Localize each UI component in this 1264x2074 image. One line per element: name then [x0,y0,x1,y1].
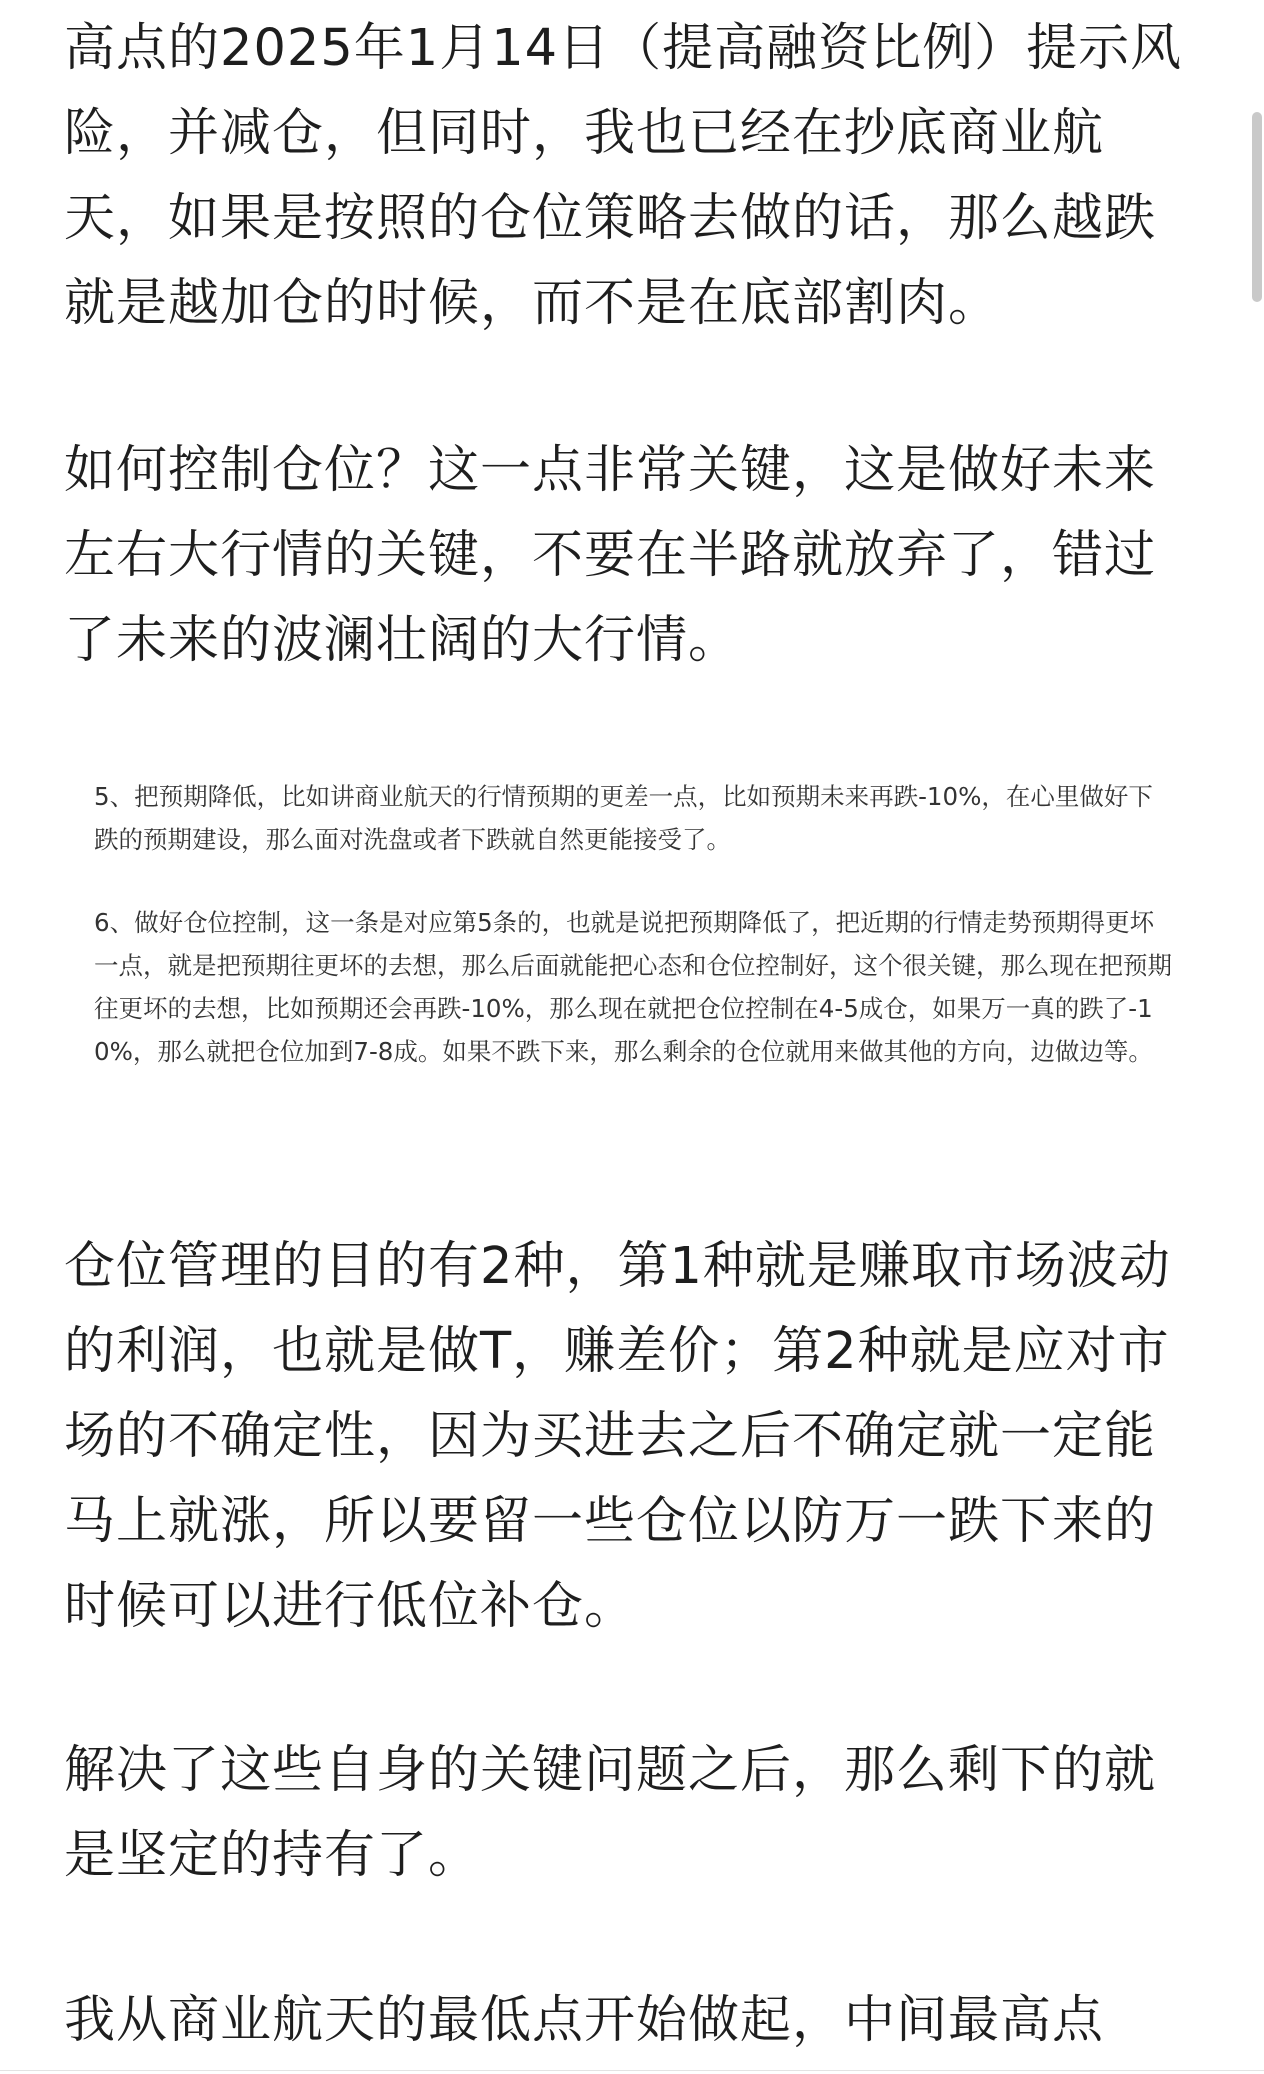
page-scrollbar[interactable] [1250,0,1264,2074]
article-paragraph-1: 高点的2025年1月14日（提高融资比例）提示风险，并减仓，但同时，我也已经在抄底商业航天，如果是按照的仓位策略去做的话，那么越跌就是越加仓的时候，而不是在底部割肉。 [64,19,1183,333]
article-paragraph-4: 解决了这些自身的关键问题之后，那么剩下的就是坚定的持有了。 [64,1741,1157,1885]
quote-item-6: 6、做好仓位控制，这一条是对应第5条的，也就是说把预期降低了，把近期的行情走势预期得更坏一点，就是把预期往更坏的去想，那么后面就能把心态和仓位控制好，这个很关键，那么现在把预期往更坏的去想，比如预期还会再跌-10%，那么现在就把仓位控制在4-5成仓，如果万一真的跌了-10%，那么就把仓位加到7-8成。如果不跌下来，那么剩余的仓位就用来做其他的方向，边做边等。 [94,908,1172,1066]
scrollbar-thumb[interactable] [1252,112,1262,302]
quote-item-5: 5、把预期降低，比如讲商业航天的行情预期的更差一点，比如预期未来再跌-10%，在心里做好下跌的预期建设，那么面对洗盘或者下跌就自然更能接受了。 [94,782,1153,854]
article-paragraph-5: 我从商业航天的最低点开始做起，中间最高点 [64,1991,1105,2050]
article-paragraph-3: 仓位管理的目的有2种，第1种就是赚取市场波动的利润，也就是做T，赚差价；第2种就是应对市场的不确定性，因为买进去之后不确定就一定能马上就涨，所以要留一些仓位以防万一跌下来的时候可以进行低位补仓。 [64,1237,1171,1636]
article-paragraph-2: 如何控制仓位？这一点非常关键，这是做好未来左右大行情的关键，不要在半路就放弃了，错过了未来的波澜壮阔的大行情。 [64,441,1157,670]
quoted-screenshot [94,775,1174,1073]
bottom-divider [0,2070,1264,2071]
